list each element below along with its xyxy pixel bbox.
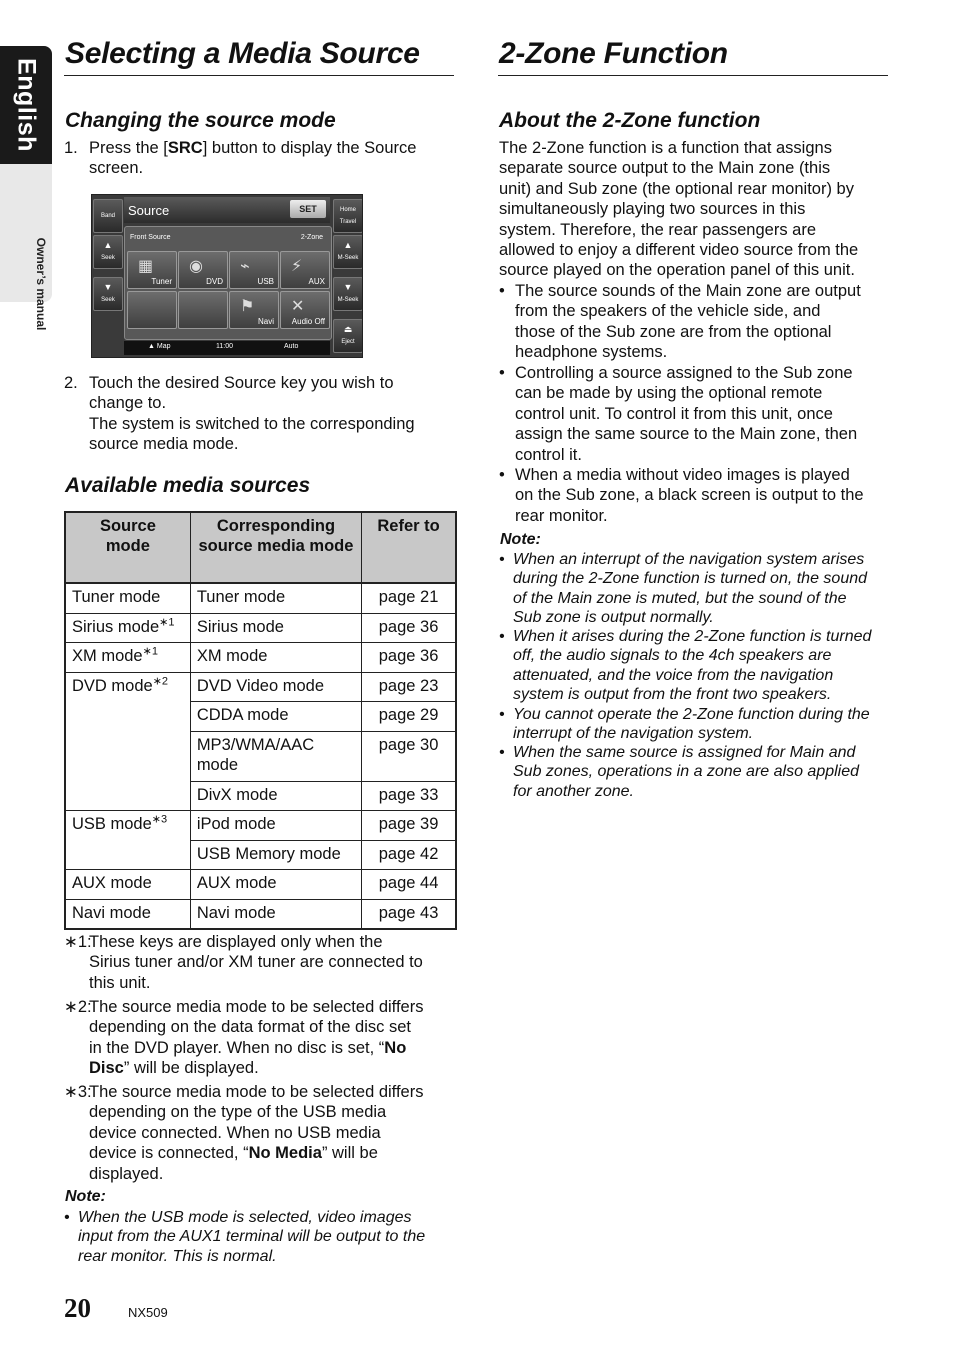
page-cell: page 33: [362, 781, 456, 811]
table-row: [65, 643, 456, 673]
footnote-mark: ∗1: [159, 616, 175, 628]
tuner-key: ▦ Tuner: [127, 251, 177, 289]
footnote-mark: ∗3: [151, 813, 168, 826]
flag-icon: ⚑: [240, 298, 255, 315]
mode-cell: DivX mode: [190, 781, 361, 811]
disc-icon: ◉: [189, 258, 203, 275]
footnote-1-text: These keys are displayed only when the Sirius tuner and/or XM tuner are connected to this unit.: [89, 933, 423, 992]
page-cell: page 23: [362, 672, 456, 702]
bullet: •: [499, 706, 505, 723]
title-rule-left: [64, 75, 454, 76]
seek-down-button: ▼ Seek: [93, 277, 123, 311]
page-cell: page 36: [362, 643, 456, 673]
page-cell: page 39: [362, 811, 456, 841]
mode-cell: iPod mode: [190, 811, 361, 841]
screen-title: Source: [128, 203, 170, 218]
arrow-up-icon: ▲: [343, 240, 353, 250]
header-source-mode: Source mode: [65, 512, 190, 583]
page-cell: page 29: [362, 702, 456, 732]
src-key: SRC: [167, 139, 203, 157]
radio-icon: ▦: [138, 258, 154, 275]
header-corresponding-mode: Corresponding source media mode: [190, 512, 361, 583]
source-cell: Sirius mode$^{∗1}$: [65, 613, 190, 643]
page-number: 20: [64, 1293, 91, 1323]
step-1-line2: screen.: [89, 159, 144, 178]
bullet: •: [499, 466, 505, 484]
source-cell: Navi mode: [65, 899, 190, 929]
page-cell: page 44: [362, 870, 456, 900]
auto-label: Auto: [284, 343, 299, 350]
screen-bottombar: [124, 341, 330, 355]
mode-cell: Tuner mode: [190, 583, 361, 613]
footnote-2-mark: ∗2:: [64, 998, 92, 1016]
clock-label: 11:00: [216, 343, 233, 350]
page-cell: page 42: [362, 840, 456, 870]
mute-icon: ✕: [291, 298, 305, 315]
side-tab: [0, 46, 52, 331]
source-cell: DVD mode$^{∗2}$: [65, 672, 190, 811]
footnote-1-mark: ∗1:: [64, 933, 92, 951]
media-sources-table: [64, 511, 457, 930]
arrow-down-icon: ▼: [103, 282, 113, 292]
available-heading: Available media sources: [65, 474, 311, 497]
mode-cell: DVD Video mode: [190, 672, 361, 702]
source-cell: AUX mode: [65, 870, 190, 900]
page-title-right: 2-Zone Function: [499, 37, 728, 70]
empty-key-2: [178, 291, 228, 329]
source-panel: [124, 226, 332, 340]
source-cell: Tuner mode: [65, 583, 190, 613]
table-header-row: [65, 512, 456, 583]
step-1: [64, 138, 459, 180]
page-cell: page 30: [362, 731, 456, 781]
eject-icon: ⏏: [343, 324, 353, 334]
left-note-label: Note:: [65, 1188, 106, 1205]
step-2-number: 2.: [64, 374, 78, 392]
left-note-text: When the USB mode is selected, video images input from the AUX1 terminal will be output to the rear monitor. This is normal.: [78, 1209, 426, 1265]
band-button: Band: [93, 199, 123, 233]
plug-icon: ⚡: [291, 258, 303, 275]
mode-cell: USB Memory mode: [190, 840, 361, 870]
bullet: •: [499, 744, 505, 761]
right-note-label: Note:: [500, 531, 541, 548]
home-button: Home Travel: [333, 199, 363, 233]
table-row: [65, 811, 456, 841]
footnote-3-text: The source media mode to be selected differs depending on the type of the USB media device connected. When no USB media device is connected, “No Media” will be displayed.: [89, 1083, 424, 1183]
zone-label: 2-Zone: [300, 234, 323, 241]
footnote-mark: ∗1: [142, 645, 158, 658]
source-cell: XM mode$^{∗1}$: [65, 643, 190, 673]
page-cell: page 36: [362, 613, 456, 643]
table-row: [65, 583, 456, 613]
empty-key-1: [127, 291, 177, 329]
dvd-key: ◉ DVD: [178, 251, 228, 289]
mode-cell: Navi mode: [190, 899, 361, 929]
manual-label: Owner’s manual: [34, 237, 48, 331]
step-2-text: Touch the desired Source key you wish to change to. The system is switched to the corresponding source media mode.: [89, 374, 415, 454]
set-button: SET: [290, 200, 326, 218]
intro-paragraph: The 2-Zone function is a function that assigns separate source output to the Main zone (this unit) and Sub zone (the optional rear monitor) by simultaneously playing two sources in this system. Therefore, the rear passengers are allowed to enjoy a different video source from the source played on the operation panel of this unit.: [499, 139, 859, 280]
page-title-left: Selecting a Media Source: [65, 37, 420, 70]
bullet: •: [499, 628, 505, 645]
aux-key: ⚡ AUX: [280, 251, 330, 289]
mode-cell: AUX mode: [190, 870, 361, 900]
arrow-down-icon: ▼: [343, 282, 353, 292]
usb-icon: ⌁: [240, 258, 250, 275]
model-number: NX509: [128, 1305, 168, 1320]
mode-cell: MP3/WMA/AAC mode: [190, 731, 361, 781]
navi-key: ⚑ Navi: [229, 291, 279, 329]
language-tab: [0, 46, 52, 164]
arrow-up-icon: ▲: [103, 240, 113, 250]
mseek-down-button: ▼ M-Seek: [333, 277, 363, 311]
mseek-up-button: ▲ M-Seek: [333, 235, 363, 269]
bullet: •: [499, 282, 505, 300]
page-cell: page 21: [362, 583, 456, 613]
footnote-3-mark: ∗3:: [64, 1083, 92, 1101]
changing-heading: Changing the source mode: [65, 109, 336, 132]
front-source-label: Front Source: [130, 234, 171, 241]
table-row: [65, 613, 456, 643]
header-refer-to: Refer to: [362, 512, 456, 583]
page-cell: page 43: [362, 899, 456, 929]
map-arrow-icon: ▲: [148, 343, 155, 350]
source-screen-image: [91, 194, 363, 358]
table-row: [65, 672, 456, 702]
step-1-text: [89, 138, 416, 179]
source-cell: USB mode$^{∗3}$: [65, 811, 190, 870]
step-2: [64, 373, 459, 457]
title-rule-right: [498, 75, 888, 76]
language-label: English: [12, 58, 41, 152]
about-heading: About the 2-Zone function: [499, 109, 761, 132]
step-1-number: 1.: [64, 139, 78, 157]
usb-key: ⌁ USB: [229, 251, 279, 289]
eject-button: ⏏ Eject: [333, 319, 363, 353]
mode-cell: Sirius mode: [190, 613, 361, 643]
mode-cell: XM mode: [190, 643, 361, 673]
table-row: [65, 899, 456, 929]
footnote-2-text: The source media mode to be selected differs depending on the data format of the disc set in the DVD player. When no disc is set, “No Disc” will be displayed.: [89, 998, 424, 1078]
step-1-pre: Press the [: [89, 139, 168, 157]
bullet: •: [499, 551, 505, 568]
bullet: •: [64, 1209, 70, 1226]
map-label: ▲ Map: [148, 343, 171, 350]
bullet: •: [499, 364, 505, 382]
table-row: [65, 870, 456, 900]
seek-up-button: ▲ Seek: [93, 235, 123, 269]
footnote-mark: ∗2: [152, 675, 169, 687]
mode-cell: CDDA mode: [190, 702, 361, 732]
step-1-post: ] button to display the Source: [202, 139, 417, 157]
audio-off-key: ✕ Audio Off: [280, 291, 330, 329]
